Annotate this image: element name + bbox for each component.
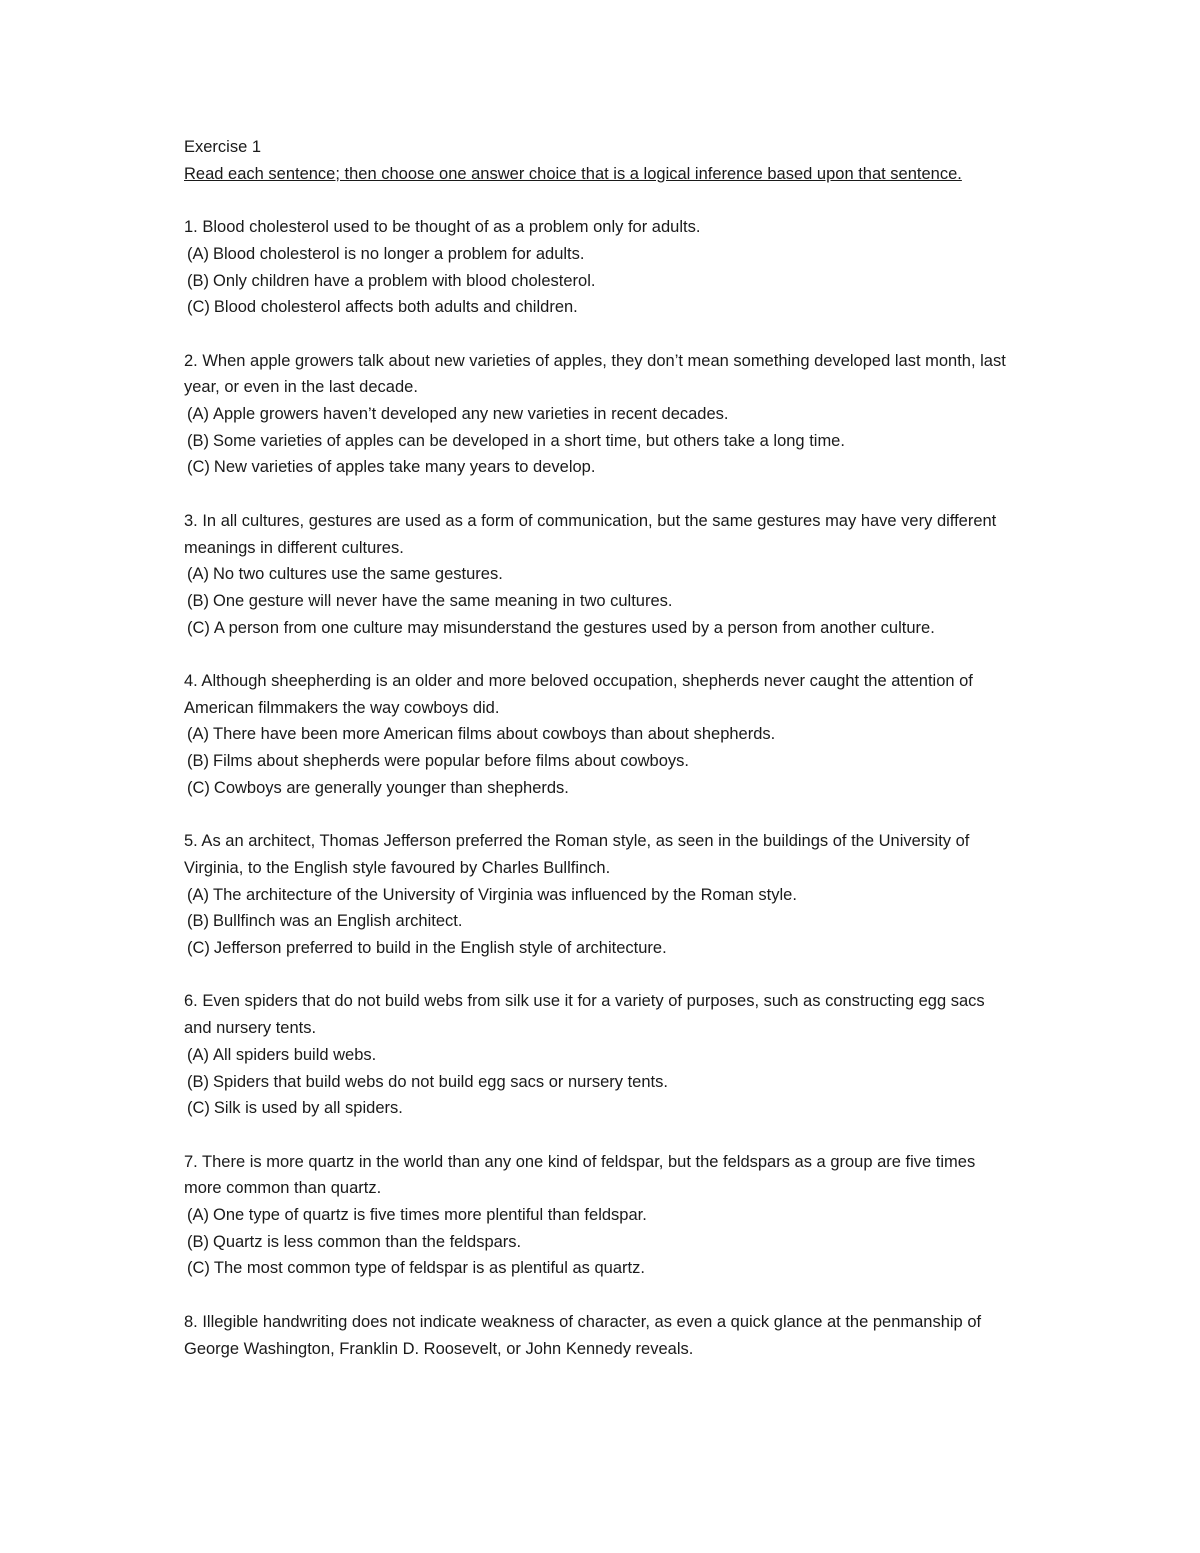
question-4 — [184, 668, 1014, 802]
option-letter: (C) — [187, 778, 210, 797]
option-text: Silk is used by all spiders. — [213, 1099, 403, 1118]
option-text: Blood cholesterol is no longer a problem for adults. — [213, 244, 585, 263]
question-prompt: 3. In all cultures, gestures are used as a form of communication, but the same gestures may have very different meanings in different cultures. — [184, 511, 997, 557]
answer-option — [184, 241, 1014, 268]
answer-option — [184, 775, 1014, 802]
answer-option — [184, 615, 1014, 642]
option-text: A person from one culture may misunderstand the gestures used by a person from another culture. — [213, 618, 935, 637]
option-text: Only children have a problem with blood cholesterol. — [213, 271, 596, 290]
answer-option — [184, 454, 1014, 481]
question-5 — [184, 828, 1014, 962]
option-letter: (A) — [187, 244, 209, 263]
answer-option — [184, 401, 1014, 428]
option-letter: (A) — [187, 1045, 209, 1064]
option-text: New varieties of apples take many years to develop. — [213, 458, 596, 477]
question-prompt: 7. There is more quartz in the world than any one kind of feldspar, but the feldspars as a group are five times more common than quartz. — [184, 1152, 976, 1198]
question-prompt: 1. Blood cholesterol used to be thought of as a problem only for adults. — [184, 218, 701, 237]
option-letter: (C) — [187, 618, 210, 637]
option-letter: (C) — [187, 939, 210, 958]
answer-options — [184, 1042, 1014, 1122]
answer-options — [184, 401, 1014, 481]
answer-option — [184, 1202, 1014, 1229]
answer-option — [184, 561, 1014, 588]
option-text: No two cultures use the same gestures. — [213, 565, 503, 584]
option-text: Bullfinch was an English architect. — [213, 912, 463, 931]
answer-option — [184, 1042, 1014, 1069]
option-text: Films about shepherds were popular before films about cowboys. — [213, 752, 689, 771]
option-text: There have been more American films about cowboys than about shepherds. — [213, 725, 776, 744]
answer-options — [184, 1202, 1014, 1282]
option-text: The architecture of the University of Virginia was influenced by the Roman style. — [213, 885, 797, 904]
answer-option — [184, 748, 1014, 775]
answer-option — [184, 268, 1014, 295]
option-letter: (C) — [187, 458, 210, 477]
answer-options — [184, 882, 1014, 962]
question-prompt: 6. Even spiders that do not build webs from silk use it for a variety of purposes, such as constructing egg sacs and nursery tents. — [184, 992, 985, 1038]
question-1 — [184, 214, 1014, 321]
option-letter: (B) — [187, 752, 209, 771]
option-text: Quartz is less common than the feldspars. — [213, 1232, 522, 1251]
answer-option — [184, 428, 1014, 455]
question-7 — [184, 1149, 1014, 1283]
option-letter: (A) — [187, 885, 209, 904]
exercise-instructions: Read each sentence; then choose one answer choice that is a logical inference based upon that sentence. — [184, 164, 962, 183]
answer-option — [184, 1095, 1014, 1122]
option-text: Some varieties of apples can be developed in a short time, but others take a long time. — [213, 431, 845, 450]
question-prompt: 4. Although sheepherding is an older and more beloved occupation, shepherds never caught the attention of American filmmakers the way cowboys did. — [184, 672, 973, 717]
answer-option — [184, 588, 1014, 615]
question-prompt: 5. As an architect, Thomas Jefferson preferred the Roman style, as seen in the buildings of the University of Virginia, to the English style favoured by Charles Bullfinch. — [184, 832, 970, 877]
option-text: Spiders that build webs do not build egg sacs or nursery tents. — [213, 1072, 668, 1091]
answer-option — [184, 908, 1014, 935]
option-letter: (B) — [187, 1072, 209, 1091]
option-text: One gesture will never have the same meaning in two cultures. — [213, 591, 673, 610]
answer-options — [184, 721, 1014, 801]
option-letter: (B) — [187, 271, 209, 290]
answer-option — [184, 1229, 1014, 1256]
option-letter: (A) — [187, 725, 209, 744]
option-text: One type of quartz is five times more plentiful than feldspar. — [213, 1206, 647, 1225]
option-letter: (C) — [187, 1099, 210, 1118]
option-letter: (B) — [187, 431, 209, 450]
option-text: All spiders build webs. — [213, 1045, 377, 1064]
answer-options — [184, 241, 1014, 321]
answer-option — [184, 1069, 1014, 1096]
option-letter: (B) — [187, 912, 209, 931]
option-letter: (A) — [187, 405, 209, 423]
question-8 — [184, 1309, 1014, 1362]
option-text: The most common type of feldspar is as plentiful as quartz. — [213, 1259, 645, 1278]
question-3 — [184, 508, 1014, 642]
option-text: Apple growers haven’t developed any new varieties in recent decades. — [213, 405, 729, 423]
answer-option — [184, 294, 1014, 321]
option-text: Jefferson preferred to build in the English style of architecture. — [213, 939, 667, 958]
answer-option — [184, 935, 1014, 962]
option-letter: (B) — [187, 1232, 209, 1251]
exercise-title: Exercise 1 — [184, 138, 262, 156]
answer-option — [184, 1255, 1014, 1282]
question-prompt: 8. Illegible handwriting does not indicate weakness of character, as even a quick glance at the penmanship of George Washington, Franklin D. Roosevelt, or John Kennedy reveals. — [184, 1312, 982, 1358]
option-letter: (A) — [187, 1206, 209, 1225]
answer-option — [184, 721, 1014, 748]
answer-options — [184, 561, 1014, 641]
answer-option — [184, 882, 1014, 909]
option-letter: (A) — [187, 565, 209, 584]
option-letter: (B) — [187, 591, 209, 610]
document-page — [184, 134, 1014, 1362]
question-prompt: 2. When apple growers talk about new varieties of apples, they don’t mean something developed last month, last year, or even in the last decade. — [184, 351, 1006, 397]
option-text: Blood cholesterol affects both adults and children. — [213, 298, 578, 317]
option-letter: (C) — [187, 298, 210, 317]
question-6 — [184, 988, 1014, 1122]
option-text: Cowboys are generally younger than shepherds. — [213, 778, 569, 797]
question-list — [184, 214, 1014, 1362]
option-letter: (C) — [187, 1259, 210, 1278]
question-2 — [184, 348, 1014, 482]
